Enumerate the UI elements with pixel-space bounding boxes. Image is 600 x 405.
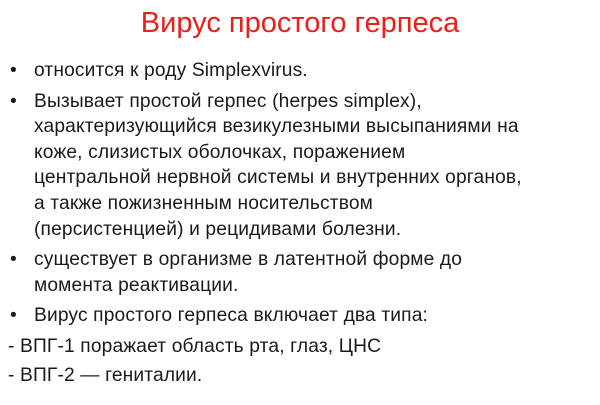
text-line: Вызывает простой герпес (herpes simplex), (34, 90, 422, 112)
bullet-list (8, 58, 596, 329)
type-item-hsv1: - ВПГ-1 поражает область рта, глаз, ЦНС (8, 335, 382, 357)
bullet-text (34, 303, 596, 329)
text-line: характеризующийся везикулезными высыпаниями на (34, 116, 519, 138)
text-line: момента реактивации. (34, 274, 239, 296)
text-line: а также пожизненным носительством (34, 192, 373, 214)
bullet-icon: • (10, 305, 17, 327)
bullet-item-types (8, 303, 596, 329)
bullet-item-disease (8, 89, 596, 243)
bullet-item-genus (8, 58, 596, 84)
type-list (8, 334, 596, 388)
text-line: (персистенцией) и рецидивами болезни. (34, 218, 402, 240)
text-line: Вирус простого герпеса включает два типа: (34, 305, 429, 327)
bullet-icon: • (10, 249, 17, 271)
text-line: коже, слизистых оболочках, поражением (34, 141, 406, 163)
slide-title: Вирус простого герпеса (140, 7, 460, 39)
slide-body (8, 58, 596, 391)
bullet-icon: • (10, 60, 17, 81)
text-line: относится к роду Simplexvirus. (34, 60, 308, 81)
bullet-item-latency (8, 247, 596, 298)
text-line: существует в организме в латентной форме до (34, 249, 463, 271)
text-line: центральной нервной системы и внутренних органов, (34, 167, 522, 189)
bullet-text (34, 58, 596, 84)
bullet-text (34, 89, 596, 243)
type-item-hsv2: - ВПГ-2 — гениталии. (8, 364, 203, 386)
bullet-text (34, 247, 596, 298)
bullet-icon: • (10, 90, 17, 112)
